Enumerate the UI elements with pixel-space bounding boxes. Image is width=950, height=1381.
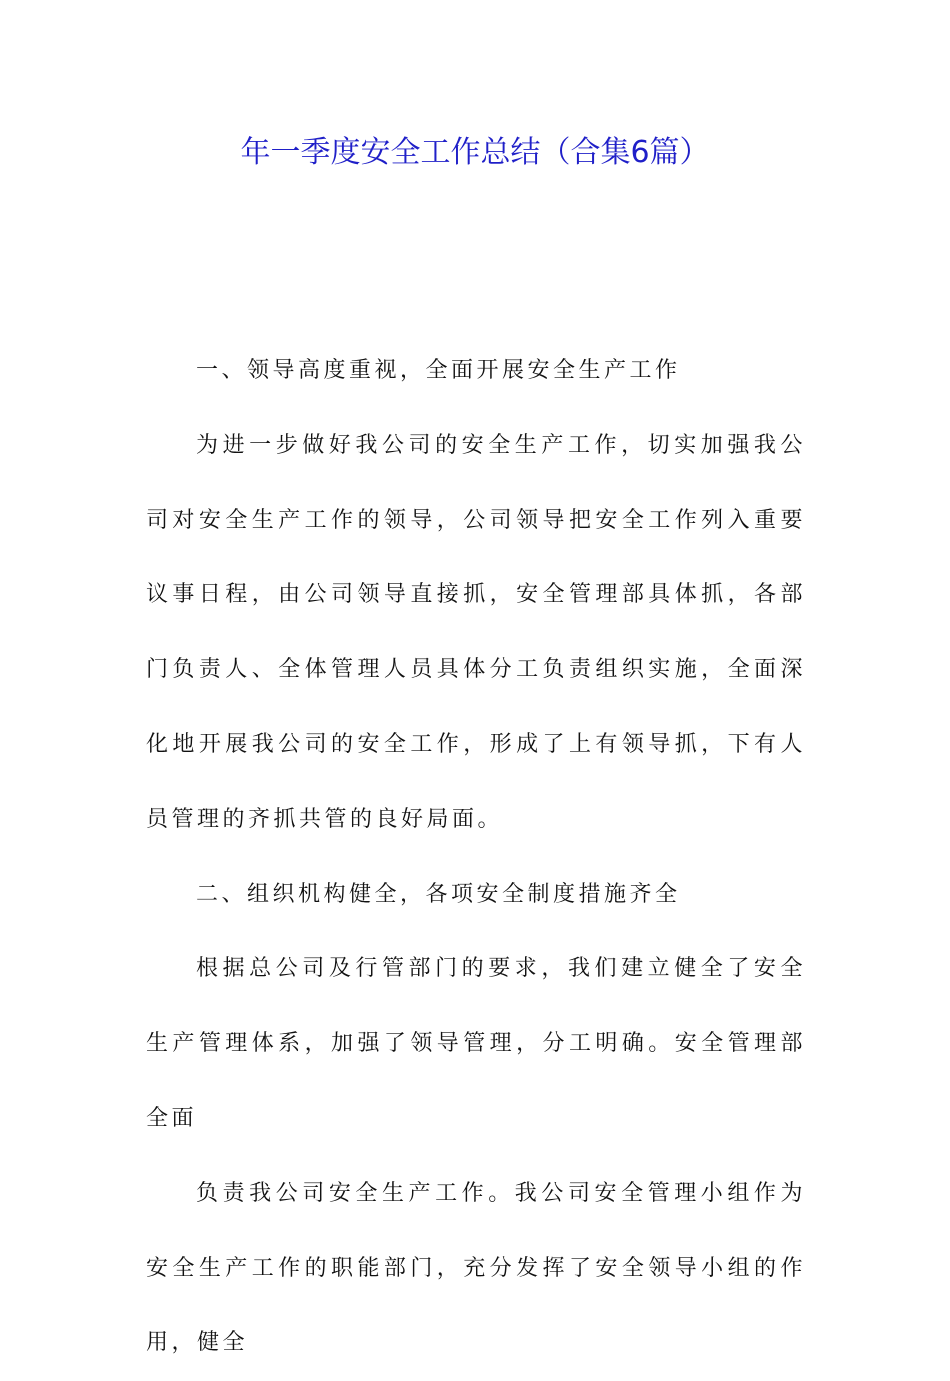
body-paragraph-2: 根据总公司及行管部门的要求，我们建立健全了安全生产管理体系，加强了领导管理，分工明确。安全管理部全面 (146, 956, 806, 1131)
document-body (146, 334, 806, 1381)
body-paragraph-1: 为进一步做好我公司的安全生产工作，切实加强我公司对安全生产工作的领导，公司领导把安全工作列入重要议事日程，由公司领导直接抓，安全管理部具体抓，各部门负责人、全体管理人员具体分工负责组织实施，全面深化地开展我公司的安全工作，形成了上有领导抓，下有人员管理的齐抓共管的良好局面。 (146, 432, 806, 832)
body-paragraph-3: 负责我公司安全生产工作。我公司安全管理小组作为安全生产工作的职能部门，充分发挥了安全领导小组的作用，健全 (146, 1180, 806, 1356)
document-title: 年一季度安全工作总结（合集6篇） (240, 135, 710, 170)
section-heading-2: 二、组织机构健全，各项安全制度措施齐全 (196, 881, 681, 907)
section-heading-1: 一、领导高度重视，全面开展安全生产工作 (196, 358, 681, 383)
